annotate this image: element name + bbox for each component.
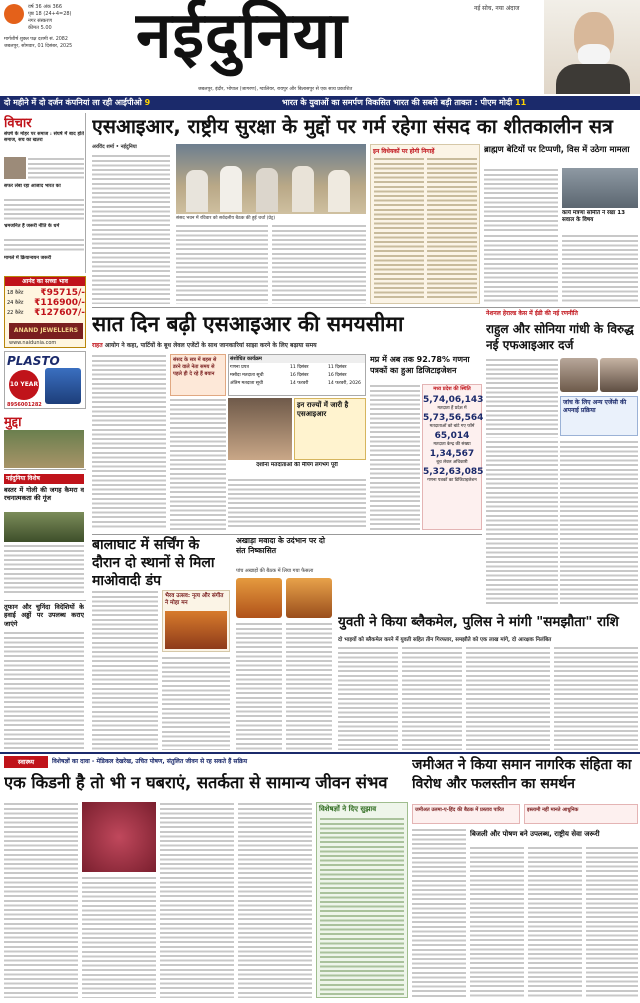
gold-rate-ad	[4, 276, 86, 348]
masthead-title: नईदुनिया	[136, 0, 348, 73]
health-section-tag: स्वास्थ्य	[4, 756, 48, 768]
kidney-text-2	[82, 876, 156, 998]
tufan-story	[4, 600, 86, 750]
person-shape	[328, 170, 350, 212]
vichar-text	[28, 157, 84, 179]
vichar-item-4: मामले में क्रियान्वयन जरूरी	[4, 255, 52, 261]
lead-text-3	[272, 224, 366, 304]
divider	[0, 752, 640, 754]
gold-rates	[7, 288, 85, 318]
balaghat-text-2	[162, 656, 230, 750]
balaghat-headline-box	[92, 536, 230, 589]
plasto-ad	[4, 351, 86, 409]
mudda-title: मुद्दा	[4, 415, 22, 430]
jamiat-text	[412, 828, 466, 998]
banner-center: भारत के युवाओं का समर्पण विकसित भारत की सबसे बड़ी ताकत : पीएम मोदी 11	[282, 98, 527, 107]
sir-subdeck: राहत आयोग ने कहा, पार्टियों के बूथ लेवल एजेंटों के साथ जानकारियां साझा करने के लिए बढ़ाया समय	[92, 342, 317, 349]
right-top-text-2	[484, 234, 558, 304]
jeweller-logo: ANAND JEWELLERS	[9, 323, 83, 339]
edition-date: मार्गशीर्ष शुक्ल पक्ष दशमी सं. 2082 जबलपुर, सोमवार, 01 दिसंबर, 2025	[4, 37, 73, 49]
lead-headline-box	[92, 113, 640, 143]
lead-photo	[176, 144, 366, 214]
lead-photo-caption: संसद भवन में रविवार को सर्वदलीय बैठक की हुई चर्चा (प्रेट्र)	[176, 216, 276, 221]
edition-info	[4, 4, 122, 94]
electricity-headline: बिजली और पोषण बने उपलब्ध, राष्ट्रीय सेवा जरूरी	[470, 830, 600, 838]
jamiat-headline: जमीअत ने किया समान नागरिक संहिता का विरोध और फलस्तीन का समर्थन	[412, 757, 632, 792]
blackmail-text-2	[402, 646, 462, 750]
kidney-headline-box	[4, 770, 408, 798]
beard-shape	[578, 44, 610, 66]
balaghat-headline: बालाघाट में सर्चिंग के दौरान दो स्थानों से मिला माओवादी डंप	[92, 537, 215, 589]
sir-headline-box	[92, 309, 458, 339]
sir-photo	[228, 398, 292, 460]
blackmail-headline-box	[338, 612, 640, 634]
vichar-title: विचार	[4, 116, 32, 131]
akhada-text-2	[286, 622, 332, 750]
sonia-photo	[560, 358, 598, 392]
sir-box: संसद के सत्र में बहस से डरने वाले नेता समय से पहले ही दे रहे हैं बयान	[170, 354, 226, 396]
vichar-text-3	[4, 238, 84, 252]
stat-item: 1,34,567 बूथ लेवल अधिकारी	[429, 449, 475, 465]
balaghat-text	[92, 590, 158, 750]
rate-row: 18 कैरेट ₹95715/-	[7, 288, 85, 298]
stat-item: 65,014 मतदाता केन्द्र की संख्या	[433, 431, 471, 447]
vishesh-headline: बस्तर में गोली की जगह कैमरा व रचनात्मकता की गूंज	[4, 486, 84, 502]
right-top-subhead: कार्य मंत्रणा समिति ने रखा 13 सवाल के विषय	[562, 210, 626, 223]
site-url: www.naidunia.com	[9, 340, 57, 346]
assembly-photo	[562, 168, 638, 208]
kidney-text-4	[238, 802, 312, 998]
table-row: गणना प्रपत्र 11 दिसंबर 11 दिसंबर	[230, 365, 347, 370]
bills-sidebar	[370, 144, 480, 304]
sir-states-title: इन राज्यों में जारी है एसआइआर	[297, 401, 349, 418]
person-shape	[186, 170, 208, 212]
herald-headline-box	[486, 321, 640, 355]
vishesh-photo	[4, 512, 84, 542]
sir-text-1	[92, 354, 166, 530]
blackmail-headline: युवती ने किया ब्लैकमेल, पुलिस ने मांगी "समझौता" राशि	[338, 614, 619, 630]
right-top-headline-box	[484, 144, 640, 166]
vichar-item-1: संघर्ष के मोहर पर समाज : संघर्ष में बाद होते समाज, सच का खतरा	[4, 131, 84, 144]
lead-headline: एसआइआर, राष्ट्रीय सुरक्षा के मुद्दों पर गर्म रहेगा संसद का शीतकालीन सत्र	[92, 115, 613, 138]
blackmail-subhead: दो भाइयों को ब्लैकमेल करने में युवती सहित तीन गिरफ्तार, समझौते को एक लाख मांगे, दो आरक्षक निलंबित	[338, 637, 552, 643]
akhada-headline-box	[236, 536, 332, 568]
sir-states-box	[294, 398, 366, 460]
tufan-headline: तूफान और चुनिंदा विदेशियों के हवाई अड्डों पर उपलब्ध कराए जाएंगे	[4, 603, 84, 628]
bills-text	[374, 157, 424, 301]
akhada-headline: अखाड़ा मवादा के उदंभान पर दो संत निष्कासित	[236, 536, 325, 555]
stat-item: 5,73,56,564 मतदाताओं को बांटे गए फॉर्म	[423, 413, 484, 429]
lead-byline: अरविंद शर्मा • नईदुनिया	[92, 144, 137, 150]
mudda-photo	[4, 430, 84, 468]
vishesh-text	[4, 544, 84, 596]
table-title: संशोधित कार्यक्रम	[229, 355, 365, 363]
lead-text	[92, 154, 170, 304]
expert-tips-title: विशेषज्ञों ने दिए सुझाव	[319, 805, 377, 813]
bills-text	[427, 157, 477, 301]
jamiat-headline-box	[412, 756, 640, 802]
vichar-item-3: भ्रमजनित हैं जरूरी नीति के धर्म	[4, 223, 60, 229]
herald-box	[560, 396, 638, 436]
expert-tips-box	[316, 802, 408, 998]
kidney-headline: एक किडनी है तो भी न घबराएं, सतर्कता से सामान्य जीवन संभव	[4, 773, 388, 792]
revised-schedule-table	[228, 354, 366, 396]
akhada-text	[236, 622, 282, 750]
columnist-photo	[4, 157, 26, 179]
herald-box-title: जांच के लिए अन्य एजेंसी की अपनाई प्रक्रिया	[563, 399, 627, 414]
herald-headline: राहुल और सोनिया गांधी के विरुद्ध नई एफआइआर दर्ज	[486, 322, 634, 352]
bhairav-box	[162, 590, 230, 652]
divider	[92, 307, 640, 308]
jacket-shape	[556, 64, 630, 94]
jamiat-box-2: इस्लामी नहीं मानते आधुनिक	[524, 804, 638, 824]
saint-photo	[236, 578, 282, 618]
plasto-phone: 8956001282	[7, 402, 42, 408]
bhairav-photo	[165, 611, 227, 649]
herald-text-3	[560, 440, 638, 606]
rate-row: 22 कैरेट ₹127607/-	[7, 308, 85, 318]
banner-strip	[0, 96, 640, 110]
person-shape	[292, 166, 314, 212]
divider	[92, 534, 482, 535]
jamiat-text-4	[586, 846, 638, 998]
vishesh-section	[4, 474, 86, 598]
banner-left: दो महीने में दो दर्जन कंपनियां ला रही आईपीओ 9	[4, 98, 151, 107]
pm-photo	[544, 0, 640, 94]
plasto-brand: PLASTO	[7, 354, 60, 368]
person-shape	[220, 166, 242, 212]
electricity-headline-box	[470, 828, 638, 842]
warranty-badge: 10 YEAR	[9, 370, 39, 400]
right-top-text-3	[562, 234, 638, 304]
kidney-text	[4, 802, 78, 998]
blackmail-text-4	[554, 646, 638, 750]
editions-line: जबलपुर, इंदौर, भोपाल (जागरण), ग्वालियर, रायपुर और बिलासपुर से एक साथ प्रकाशित	[198, 87, 353, 92]
saint-photo	[286, 578, 332, 618]
rahul-photo	[600, 358, 638, 392]
person-shape	[256, 168, 278, 212]
mp-stats-box	[422, 384, 482, 530]
jamiat-text-2	[470, 846, 524, 998]
herald-text	[486, 358, 558, 438]
sun-logo-icon	[4, 4, 24, 24]
blackmail-text-3	[466, 646, 550, 750]
tank-image	[45, 368, 81, 404]
herald-text-2	[486, 440, 558, 606]
lead-col-1	[92, 144, 172, 304]
kidney-illustration	[82, 802, 156, 872]
mp-text	[370, 384, 420, 530]
vichar-column	[4, 113, 86, 273]
sir-text-2	[170, 398, 226, 530]
gold-ad-title: आनंद का सच्चा भाव	[5, 277, 85, 286]
tufan-text	[4, 631, 84, 749]
mudda-section	[4, 412, 86, 470]
jamiat-text-3	[528, 846, 582, 998]
sir-text-3	[228, 478, 366, 530]
expert-tips-text	[320, 817, 404, 995]
blackmail-text	[338, 646, 398, 750]
sir-photo-caption: दर्शाना मतदाताओं की मैपिंग लगभग पूरी	[256, 462, 338, 468]
table-row: अंतिम मतदाता सूची 14 फरवरी 14 फरवरी, 2026	[230, 381, 361, 386]
herald-kicker: नेशनल हेराल्ड केस में ईडी की नई रणनीति	[486, 310, 578, 317]
edition-meta: वर्ष 36 अंक 366 पृष्ठ 18 (24+4=28) नगर संस्करण कीमत 5.00	[28, 4, 72, 31]
table-row: मसौदा मतदाता सूची 16 दिसंबर 16 दिसंबर	[230, 373, 347, 378]
jamiat-box-1: जमीअत उलमा-ए-हिंद की बैठक में प्रस्ताव पारित	[412, 804, 520, 824]
lead-text-2	[176, 224, 268, 304]
mp-stats-title: मध्य प्रदेश की स्थिति	[433, 386, 471, 392]
kidney-text-3	[160, 802, 234, 998]
right-top-headline: ब्राह्मण बेटियों पर टिप्पणी, विस में उठेगा मामला	[484, 144, 630, 154]
vichar-text-2	[4, 198, 84, 220]
bhairav-title: भैरव उत्सव: नृत्य और संगीत ने मोहा मन	[165, 593, 224, 606]
rate-row: 24 कैरेट ₹116900/-	[7, 298, 85, 308]
vichar-item-2: सफर लंबा रहा आजाद भारत का	[4, 183, 61, 189]
health-kicker: विशेषज्ञों का दावा - मेडिकल देखरेख, उचित पोषण, संतुलित जीवन से रह सकते हैं सक्रिय	[52, 758, 248, 765]
sir-headline: सात दिन बढ़ी एसआइआर की समयसीमा	[92, 312, 404, 336]
tagline: नई सोच, नया अंदाज	[474, 5, 520, 12]
stat-item: 5,74,06,143 मतदाता हैं प्रदेश में	[423, 395, 484, 411]
mp-headline-box	[370, 354, 478, 380]
akhada-subhead: पांच अखाड़ों की बैठक में लिया गया फैसला	[236, 568, 314, 574]
vishesh-title: नईदुनिया विशेष	[4, 474, 84, 484]
stat-item: 5,32,63,085 गणना पत्रकों का डिजिटाइजेशन	[423, 467, 484, 483]
right-top-text	[484, 168, 558, 232]
mp-headline: मप्र में अब तक 92.78% गणना पत्रकों का हुआ डिजिटाइजेशन	[370, 355, 470, 375]
bills-sidebar-title: इन विधेयकों पर होगी निगाहें	[373, 148, 435, 155]
